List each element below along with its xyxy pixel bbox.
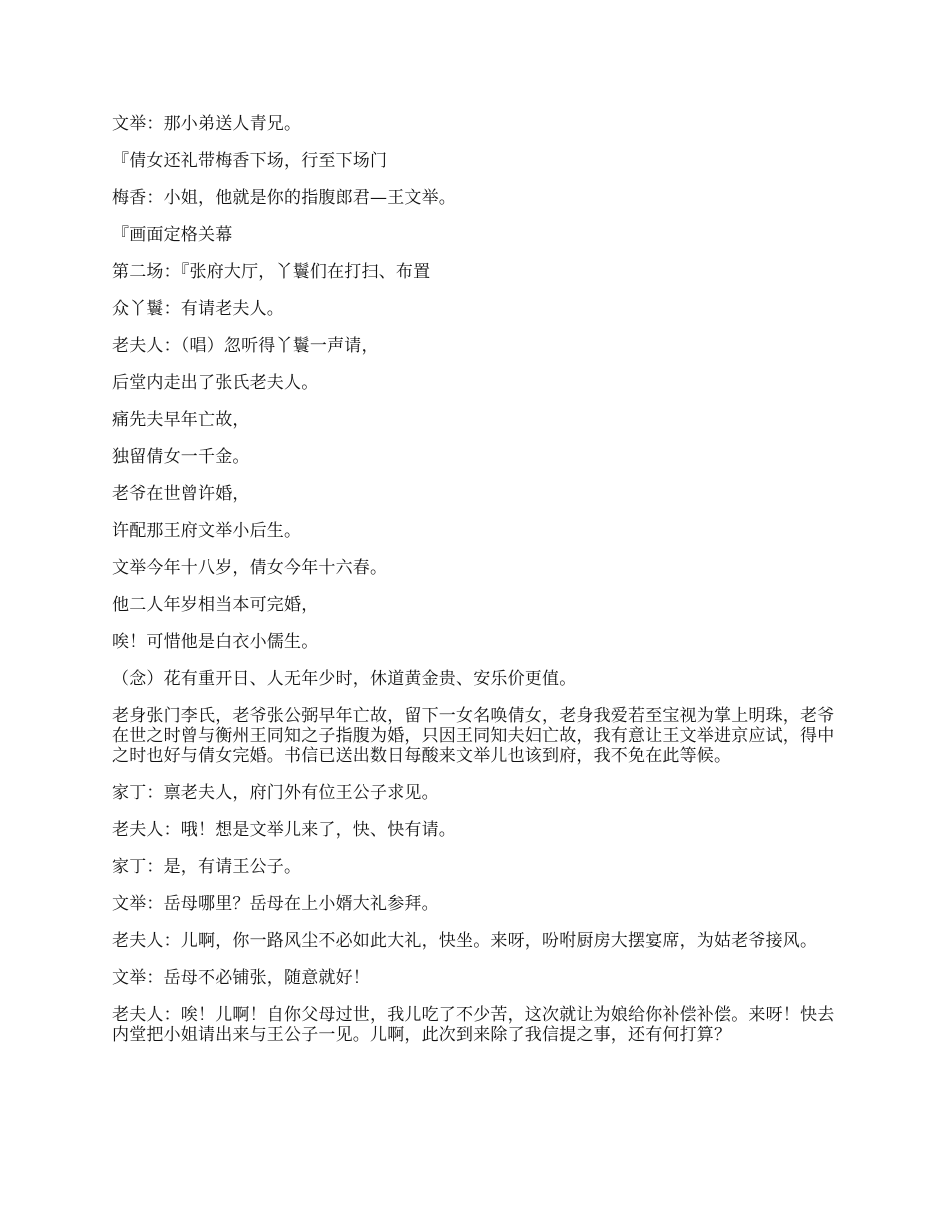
script-line-1: 文举：那小弟送人青兄。 xyxy=(112,114,302,134)
song-line-4: 独留倩女一千金。 xyxy=(112,447,250,467)
stage-direction-2: 『画面定格关幕 xyxy=(112,225,233,245)
script-line-4: 家丁：禀老夫人，府门外有位王公子求见。 xyxy=(112,783,439,803)
song-line-2: 后堂内走出了张氏老夫人。 xyxy=(112,373,319,393)
stage-direction-1: 『倩女还礼带梅香下场，行至下场门 xyxy=(112,151,388,171)
script-line-8: 老夫人：儿啊，你一路风尘不必如此大礼，快坐。来呀，吩咐厨房大摆宴席，为姑老爷接风。 xyxy=(112,931,818,951)
song-line-5: 老爷在世曾许婚， xyxy=(112,484,250,504)
song-line-3: 痛先夫早年亡故， xyxy=(112,410,250,430)
scene-heading: 第二场：『张府大厅，丫鬟们在打扫、布置 xyxy=(112,262,431,282)
song-line-1: 老夫人：（唱）忽听得丫鬟一声请， xyxy=(112,336,379,356)
recitation-line: （念）花有重开日、人无年少时，休道黄金贵、安乐价更值。 xyxy=(112,669,577,689)
monologue-paragraph: 老身张门李氏，老爷张公弼早年亡故，留下一女名唤倩女，老身我爱若至宝视为掌上明珠，老爷在世之时曾与衡州王同知之子指腹为婚，只因王同知夫妇亡故，我有意让王文举进京应试，得中之时也好与倩女完婚。书信已送出数日每酸来文举儿也该到府，我不免在此等候。 xyxy=(112,706,835,766)
script-line-5: 老夫人：哦！想是文举儿来了，快、快有请。 xyxy=(112,820,456,840)
song-line-8: 他二人年岁相当本可完婚， xyxy=(112,595,319,615)
script-line-9: 文举：岳母不必铺张，随意就好！ xyxy=(112,968,370,988)
song-line-7: 文举今年十八岁，倩女今年十六春。 xyxy=(112,558,388,578)
script-line-2: 梅香：小姐，他就是你的指腹郎君—王文举。 xyxy=(112,188,456,208)
script-line-10: 老夫人：唉！儿啊！自你父母过世，我儿吃了不少苦，这次就让为娘给你补偿补偿。来呀！快去内堂把小姐请出来与王公子一见。儿啊，此次到来除了我信提之事，还有何打算？ xyxy=(112,1005,835,1045)
song-line-9: 唉！可惜他是白衣小儒生。 xyxy=(112,632,319,652)
document-body xyxy=(112,114,842,1062)
script-line-6: 家丁：是，有请王公子。 xyxy=(112,857,302,877)
script-line-7: 文举：岳母哪里？岳母在上小婿大礼参拜。 xyxy=(112,894,439,914)
script-line-3: 众丫鬟：有请老夫人。 xyxy=(112,299,284,319)
song-line-6: 许配那王府文举小后生。 xyxy=(112,521,302,541)
